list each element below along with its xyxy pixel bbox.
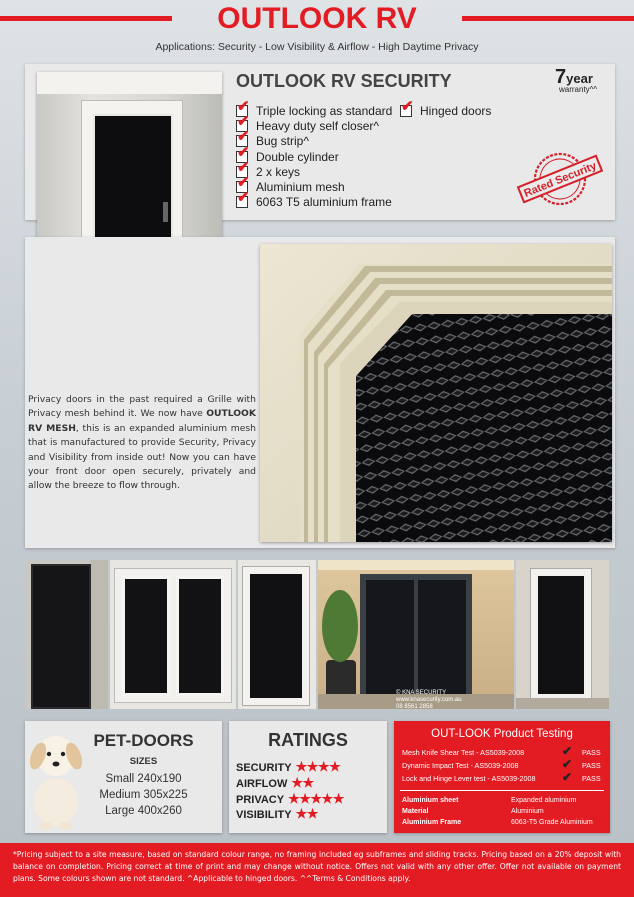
checkbox-checked-icon <box>236 196 248 208</box>
page-subtitle: Applications: Security - Low Visibility & Airflow - High Daytime Privacy <box>155 41 479 53</box>
photo-strip <box>25 560 609 709</box>
rating-row: AIRFLOW ★★ <box>236 775 314 790</box>
door-photo-4 <box>318 560 514 709</box>
door-photo-1 <box>25 560 108 709</box>
spec-row: Aluminium Frame 6063-T5 Grade Aluminium <box>402 819 593 826</box>
test-row: Lock and Hinge Lever test - AS5039-2008 ✔ PASS <box>402 770 601 784</box>
feature-item: ✔Double cylinder <box>236 150 339 164</box>
rating-stars-icon: ★★ <box>291 775 314 790</box>
feature-item: ✔Triple locking as standard <box>236 104 392 118</box>
pet-sizes-heading: SIZES <box>129 756 158 767</box>
door-photo-2 <box>110 560 236 709</box>
test-row: Dynamic Impact Test - AS5039-2008 ✔ PASS <box>402 757 601 771</box>
test-row: Mesh Knife Shear Test - AS5039-2008 ✔ PASS <box>402 744 601 758</box>
footer-disclaimer: *Pricing subject to a site measure, based on standard colour range, no framing included eg subframes and sliding tracks. Pricing based on a 20% deposit with balance on completion. Pricing correct at time of print and may change without notice. Offers not valid with any other offer. Offer not available on payment plans. Some colours shown are not standard. ^Applicable to hinged doors. ^^Terms & Conditions apply. <box>13 850 621 883</box>
security-title: OUTLOOK RV SECURITY <box>236 71 452 91</box>
mesh-name: OUTLOOK RV MESH <box>28 408 256 434</box>
svg-text:Rated Security: Rated Security <box>522 159 599 200</box>
pet-size-item: Large 400x260 <box>105 805 182 817</box>
rating-row: SECURITY ★★★★ <box>236 759 341 774</box>
rated-security-stamp-icon <box>516 150 604 208</box>
page-title: OUTLOOK RV <box>217 2 417 35</box>
warranty-label: warranty^^ <box>559 85 598 94</box>
feature-item: ✔2 x keys <box>236 165 300 179</box>
ratings-title: RATINGS <box>268 730 348 750</box>
spec-row: Aluminium sheet Expanded aluminium <box>402 797 577 804</box>
check-icon: ✔ <box>562 744 573 758</box>
checkbox-checked-icon <box>400 105 412 117</box>
rating-row: VISIBILITY ★★ <box>236 806 318 821</box>
spec-row: Material Aluminium <box>402 808 544 815</box>
door-photo-5 <box>516 560 609 709</box>
check-icon: ✔ <box>562 770 573 784</box>
warranty-number: 7 <box>555 66 567 88</box>
check-icon: ✔ <box>562 757 573 771</box>
rating-row: PRIVACY ★★★★★ <box>236 791 344 806</box>
rating-stars-icon: ★★ <box>295 806 318 821</box>
feature-item: ✔Aluminium mesh <box>236 180 345 194</box>
pet-doors-title: PET-DOORS <box>93 731 194 750</box>
photo-credit: © KNA SECURITY www.knasecurity.com.au 08 8561 2858 <box>396 690 462 710</box>
testing-divider <box>400 790 604 791</box>
warranty-badge <box>555 66 609 94</box>
mesh-closeup-photo <box>260 244 612 542</box>
pet-size-item: Medium 305x225 <box>99 789 188 801</box>
feature-item: ✔6063 T5 aluminium frame <box>236 195 392 209</box>
rating-stars-icon: ★★★★★ <box>288 791 344 806</box>
feature-item: ✔Bug strip^ <box>236 134 309 148</box>
product-testing-title: OUT-LOOK Product Testing <box>431 728 573 740</box>
feature-item: ✔Heavy duty self closer^ <box>236 119 379 133</box>
mesh-description: Privacy doors in the past required a Grille with Privacy mesh behind it. We now have OUTLOOK RV MESH, this is an expanded aluminium mesh that is manufactured to provide Security, Privacy and Visibility from inside out! Now you can have your front door open securely, privately and allow the breeze to flow through. <box>28 394 257 492</box>
door-photo-3 <box>238 560 316 709</box>
pet-size-item: Small 240x190 <box>105 773 182 785</box>
feature-item: ✔Hinged doors <box>400 104 491 118</box>
warranty-year: year <box>566 71 593 86</box>
rating-stars-icon: ★★★★ <box>295 759 341 774</box>
